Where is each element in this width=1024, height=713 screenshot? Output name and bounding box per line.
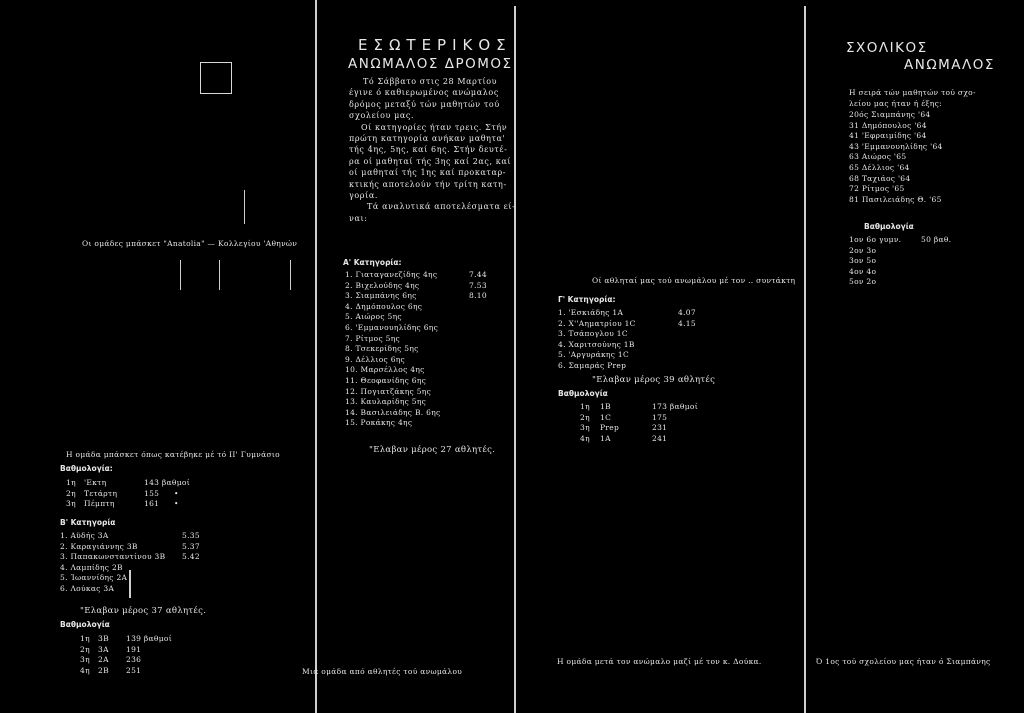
article-paragraph: Τό Σάββατο στις 28 Μαρτίου έγινε ό καθιερωμένος ανώμαλος δρόμος μεταξύ τών μαθητών τού σχολείου μας. Οί κατηγορίες ήταν τρεις. Στήν πρώτη κατηγορία ανήκαν μαθητα' τής 4ης, 5ης, καί 6ης. Στήν δευτέ- ρα οί μαθηταί τής 3ης καί 2ας, καί οί μαθηταί τής 1ης καί προκαταρ- κτικής αποτελούν τήν τρίτη κατη- γορία. Τά αναλυτικά αποτελέσματα εί- ναι: — [349, 77, 516, 223]
ranking-list — [849, 110, 943, 205]
catA-title: Α' Κατηγορία: — [343, 258, 402, 267]
catG-table — [558, 308, 718, 372]
table-row: 14. Βασιλειάδης Β. 6ης — [345, 407, 441, 417]
table-row: 4. Δημόπουλος 6ης — [345, 301, 423, 311]
catG-total: "Ελαβαν μέρος 39 αθλητές — [592, 375, 716, 385]
ranking-intro: Η σειρά τών μαθητών τού σχο- λείου μας ήταν ή έξης: — [849, 88, 976, 108]
table-row: 1. Γιαταγανεζίδης 4ης 7.44 — [345, 270, 487, 279]
table-row: 13. Καυλαρίδης 5ης — [345, 397, 427, 407]
table-row: 4ον 4ο — [849, 266, 877, 276]
table-row: 5. Αιώρος 5ης — [345, 312, 402, 322]
table-row: 10. Μαρσέλλος 4ης — [345, 365, 425, 375]
table-row: 1ον 6ο γυμν. 50 βαθ. — [849, 235, 952, 244]
article-title-line2: ΑΝΩΜΑΛΟΣ ΔΡΟΜΟΣ — [348, 56, 513, 72]
table-row: 1. Αϋδής 3Α 5.35 — [60, 531, 200, 540]
catG-title: Γ' Κατηγορία: — [558, 295, 616, 304]
table-row: 1η 1Β 173 βαθμοί — [580, 402, 698, 411]
table-row: 6. Σαμαράς Prep — [558, 360, 627, 370]
table-row: 4. Χαριτσούνης 1Β — [558, 339, 635, 349]
photo-mark-line — [129, 570, 131, 598]
table-row: 4. Λαμπίδης 2Β — [60, 562, 123, 572]
photo-caption-top: Οι ομάδες μπάσκετ "Anatolia" — Κολλεγίου 'Αθηνών — [82, 239, 298, 248]
list-item: 41 'Εφραιμίδης '64 — [849, 131, 927, 141]
grading2-title: Βαθμολογία — [60, 620, 110, 629]
article-title-line1: ΣΧΟΛΙΚΟΣ — [846, 40, 928, 56]
table-row: 2ον 3ο — [849, 245, 877, 255]
grading1-title: Βαθμολογία: — [60, 464, 113, 473]
photo-caption-top: Οί αθληταί μας τού ανωμάλου μέ τον .. συντάκτη — [592, 276, 796, 285]
article-title-line2: ΑΝΩΜΑΛΟΣ — [904, 57, 995, 73]
list-item: 68 Ταχιάος '64 — [849, 173, 911, 183]
grading-title: Βαθμολογία — [864, 222, 914, 231]
column-divider-1 — [315, 0, 317, 713]
table-row: 2η 3Α 191 — [80, 644, 142, 654]
photo-caption-bottom: Ό 1ος τού σχολείου μας ήταν ό Σιαμπάνης — [816, 657, 991, 666]
table-row: 3η 2Α 236 — [80, 655, 142, 665]
table-row: 3η Πέμπτη 161 • — [66, 499, 179, 509]
table-row: 12. Πογιατζάκης 5ης — [345, 386, 432, 396]
grading-title: Βαθμολογία — [558, 389, 608, 398]
photo-caption-middle: Μιά ομάδα από αθλητές τού ανωμάλου — [302, 667, 463, 676]
grading-table — [580, 402, 740, 444]
photo-caption-bottom: Η ομάδα μπάσκετ όπως κατέβηκε μέ τό ΙΙ' Γυμνάσιο — [66, 450, 280, 459]
table-row: 1η 3Β 139 βαθμοί — [80, 634, 172, 643]
table-row: 6. 'Εμμανουηλίδης 6ης — [345, 322, 439, 332]
table-row: 2. Βιχελούδης 4ης 7.53 — [345, 280, 487, 290]
table-row: 5ον 2ο — [849, 277, 877, 287]
table-row: 3. Παπακωνσταντίνου 3Β 5.42 — [60, 552, 200, 562]
table-row: 3ον 5ο — [849, 256, 877, 266]
table-row: 8. Τσεκερίδης 5ης — [345, 344, 419, 354]
list-item: 65 Δέλλιος '64 — [849, 162, 910, 172]
table-row: 15. Ροκάκης 4ης — [345, 418, 413, 428]
table-row: 5. Ίωαννίδης 2Α — [60, 573, 128, 583]
list-item: 81 Πασιλειάδης Θ. '65 — [849, 194, 942, 204]
table-row: 2. Χ''Αηματρίου 1C 4.15 — [558, 318, 696, 328]
table-row: 1. 'Εσκιάδης 1Α 4.07 — [558, 308, 696, 317]
photo-mark-line — [219, 260, 220, 290]
column-divider-3 — [804, 6, 806, 713]
grading2-table — [80, 634, 280, 676]
catB-table — [60, 531, 260, 595]
grading1-table — [66, 478, 266, 510]
table-row: 2η 1C 175 — [580, 412, 668, 422]
table-row: 1η 'Εκτη 143 βαθμοί — [66, 478, 190, 487]
table-row: 5. 'Αργυράκης 1C — [558, 350, 630, 360]
table-row: 9. Δέλλιος 6ης — [345, 354, 406, 364]
table-row: 7. Ρίτμος 5ης — [345, 333, 401, 343]
table-row: 4η 1Α 241 — [580, 433, 668, 443]
list-item: 63 Αιώρος '65 — [849, 152, 907, 162]
photo-caption-bottom: Η ομάδα μετά τον ανώμαλο μαζί μέ τον κ. Δούκα. — [557, 657, 762, 666]
grading-table — [849, 235, 1009, 288]
catB-title: Β' Κατηγορία — [60, 518, 116, 527]
photo-mark-line — [244, 190, 245, 224]
table-row: 11. Θεοφανίδης 6ης — [345, 375, 427, 385]
photo-mark-line — [180, 260, 181, 290]
photo-frame-mark — [200, 62, 232, 94]
table-row: 2. Καραγιάννης 3Β 5.37 — [60, 541, 200, 551]
catB-total: "Ελαβαν μέρος 37 αθλητές. — [80, 606, 207, 616]
table-row: 3. Σιαμπάνης 6ης 8.10 — [345, 291, 487, 301]
table-row: 3η Prep 231 — [580, 423, 668, 433]
photo-mark-line — [290, 260, 291, 290]
catA-table — [345, 270, 495, 429]
list-item: 31 Δημόπουλος '64 — [849, 120, 927, 130]
table-row: 4η 2Β 251 — [80, 665, 142, 675]
list-item: 43 'Εμμανουηλίδης '64 — [849, 141, 943, 151]
list-item: 20ός Σιαμπάνης '64 — [849, 110, 931, 119]
table-row: 3. Τσάπογλου 1C — [558, 329, 628, 339]
table-row: 2η Τετάρτη 155 • — [66, 488, 179, 498]
catA-total: "Ελαβαν μέρος 27 αθλητές. — [369, 445, 496, 455]
table-row: 6. Λούκας 3Α — [60, 583, 115, 593]
list-item: 72 Ρίτμος '65 — [849, 184, 905, 194]
article-title-line1: ΕΣΩΤΕΡΙΚΟΣ — [358, 36, 512, 54]
